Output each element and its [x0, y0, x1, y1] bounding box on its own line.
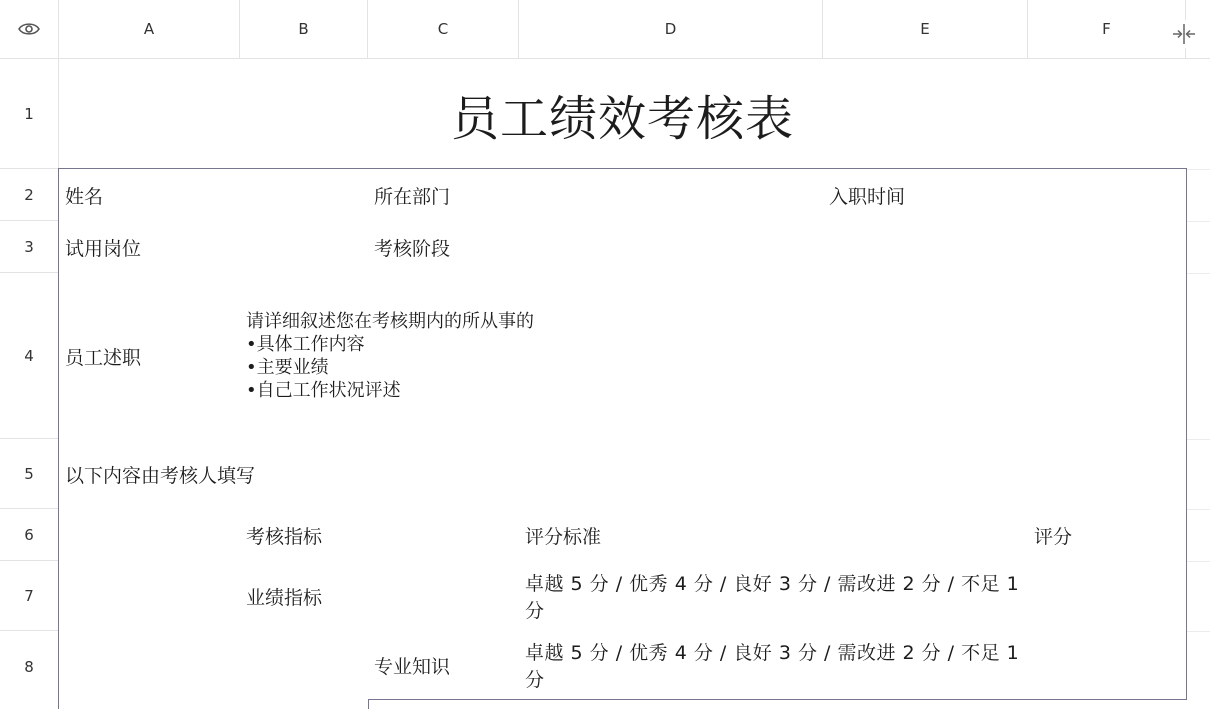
cell-b7-merged[interactable] — [240, 561, 520, 632]
cell-b3[interactable] — [240, 221, 369, 274]
freeze-columns-button[interactable] — [1170, 20, 1198, 48]
cell-c8[interactable] — [368, 631, 520, 700]
cell-a5-merged[interactable] — [58, 439, 1187, 510]
gridline — [1186, 221, 1210, 222]
professional-knowledge-label: 专业知识 — [374, 655, 451, 678]
scoring-criteria-text: 卓越 5 分 / 优秀 4 分 / 良好 3 分 / 需改进 2 分 / 不足 1 分 — [525, 573, 1020, 622]
column-header-b[interactable]: B — [240, 0, 368, 59]
name-label: 姓名 — [65, 185, 104, 208]
assessor-section-label: 以下内容由考核人填写 — [65, 464, 256, 487]
performance-indicator-label: 业绩指标 — [246, 586, 323, 609]
cell-f2[interactable] — [1028, 168, 1187, 222]
cell-a4[interactable] — [58, 273, 241, 440]
hire-date-label: 入职时间 — [829, 185, 906, 208]
column-header-d[interactable]: D — [519, 0, 823, 59]
cell-b6-merged[interactable] — [240, 509, 520, 562]
department-label: 所在部门 — [374, 185, 451, 208]
select-all-corner[interactable] — [0, 0, 59, 59]
row-header-3[interactable]: 3 — [0, 221, 59, 273]
column-header-f[interactable]: F — [1028, 0, 1186, 59]
cell-d7-merged[interactable] — [519, 561, 1029, 632]
instruction-line: •自己工作状况评述 — [246, 380, 401, 401]
self-report-label: 员工述职 — [65, 346, 142, 369]
cell-d2[interactable] — [519, 168, 824, 222]
cell-f8[interactable] — [1028, 631, 1187, 700]
cell-a2[interactable] — [58, 168, 241, 222]
cell-b4-merged[interactable] — [240, 273, 1187, 440]
cell-a6-merged[interactable] — [58, 509, 241, 709]
score-header: 评分 — [1034, 525, 1073, 548]
freeze-columns-icon — [1171, 23, 1197, 45]
row-header-6[interactable]: 6 — [0, 509, 59, 561]
cell-e2[interactable] — [823, 168, 1029, 222]
trial-position-label: 试用岗位 — [65, 237, 142, 260]
cell-d3-merged[interactable] — [519, 221, 1187, 274]
sheet-title-cell[interactable] — [59, 59, 1186, 169]
sheet-title: 员工绩效考核表 — [450, 90, 794, 147]
cell-d8-merged[interactable] — [519, 631, 1029, 700]
scoring-criteria-text: 卓越 5 分 / 优秀 4 分 / 良好 3 分 / 需改进 2 分 / 不足 1 分 — [525, 642, 1020, 691]
column-header-e[interactable]: E — [823, 0, 1028, 59]
cell-b2[interactable] — [240, 168, 369, 222]
row-header-1[interactable]: 1 — [0, 59, 59, 169]
row-header-8[interactable]: 8 — [0, 631, 59, 702]
row-header-7[interactable]: 7 — [0, 561, 59, 631]
cell-f7[interactable] — [1028, 561, 1187, 632]
gridline — [1186, 273, 1210, 274]
instruction-line: 请详细叙述您在考核期内的所从事的 — [246, 311, 534, 332]
cell-f6[interactable] — [1028, 509, 1187, 562]
gridline — [1186, 509, 1210, 510]
gridline — [1186, 169, 1210, 170]
instruction-line: •主要业绩 — [246, 357, 329, 378]
row-header-4[interactable]: 4 — [0, 273, 59, 439]
row-header-2[interactable]: 2 — [0, 169, 59, 221]
column-header-a[interactable]: A — [59, 0, 240, 59]
assessment-stage-label: 考核阶段 — [374, 237, 451, 260]
cell-c3[interactable] — [368, 221, 520, 274]
eye-icon[interactable] — [18, 21, 40, 37]
column-header-c[interactable]: C — [368, 0, 519, 59]
gridline — [1186, 439, 1210, 440]
criteria-header: 评分标准 — [525, 525, 602, 548]
instruction-line: •具体工作内容 — [246, 334, 365, 355]
cell-c2[interactable] — [368, 168, 520, 222]
gridline — [1186, 561, 1210, 562]
gridline — [1186, 631, 1210, 632]
cell-a3[interactable] — [58, 221, 241, 274]
cell-b8[interactable] — [240, 631, 369, 709]
row-header-5[interactable]: 5 — [0, 439, 59, 509]
cell-d6-merged[interactable] — [519, 509, 1029, 562]
indicator-header: 考核指标 — [246, 525, 323, 548]
